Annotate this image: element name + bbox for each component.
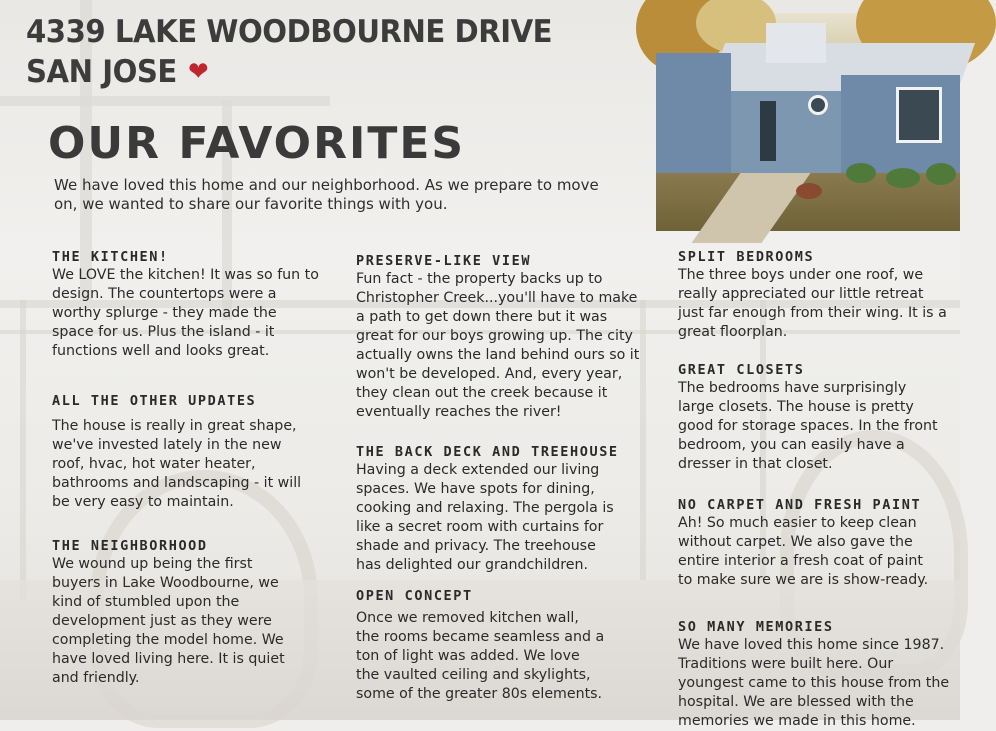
section-open-concept (356, 587, 606, 704)
section-kitchen (52, 248, 322, 361)
section-great-closets (678, 361, 940, 474)
section-heading: ALL THE OTHER UPDATES (52, 393, 257, 409)
section-body: The three boys under one roof, we really appreciated our little retreat just far enough from their wing. It is a great floorplan. (678, 267, 947, 340)
section-body: Once we removed kitchen wall, the rooms became seamless and a ton of light was added. We love the vaulted ceiling and skylights, some of the greater 80s elements. (356, 610, 605, 702)
section-body: We wound up being the first buyers in Lake Woodbourne, we kind of stumbled upon the development just as they were completing the model home. We have loved living here. It is quiet and friendly. (52, 556, 285, 686)
section-heading: THE KITCHEN! (52, 249, 169, 265)
section-heading: THE BACK DECK AND TREEHOUSE (356, 444, 619, 460)
section-heading: THE NEIGHBORHOOD (52, 538, 208, 554)
section-body: Ah! So much easier to keep clean without carpet. We also gave the entire interior a fresh coat of paint to make sure we are is show-ready. (678, 515, 929, 588)
page-title: OUR FAVORITES (48, 118, 466, 169)
address-city-row (26, 52, 552, 92)
section-preserve-view (356, 252, 646, 422)
section-body: Having a deck extended our living spaces. We have spots for dining, cooking and relaxing. The pergola is like a secret room with curtains for shade and privacy. The treehouse has delighted our grandchildren. (356, 462, 614, 573)
heart-icon: ❤ (188, 57, 209, 87)
section-body: We have loved this home since 1987. Traditions were built here. Our youngest came to this house from the hospital. We are blessed with the memories we made in this home. (678, 637, 950, 729)
section-heading: SPLIT BEDROOMS (678, 249, 815, 265)
section-heading: GREAT CLOSETS (678, 362, 805, 378)
intro-text: We have loved this home and our neighborhood. As we prepare to move on, we wanted to share our favorite things with you. (54, 176, 599, 213)
section-body: The bedrooms have surprisingly large closets. The house is pretty good for storage spaces. In the front bedroom, you can easily have a dresser in that closet. (678, 380, 938, 472)
section-heading: NO CARPET AND FRESH PAINT (678, 497, 922, 513)
section-body: The house is really in great shape, we've invested lately in the new roof, hvac, hot water heater, bathrooms and landscaping - it will be very easy to maintain. (52, 418, 302, 510)
section-body: We LOVE the kitchen! It was so fun to design. The countertops were a worthy splurge - they made the space for us. Plus the island - it functions well and looks great. (52, 267, 319, 359)
section-split-bedrooms (678, 248, 950, 342)
section-updates (52, 392, 310, 512)
section-body: Fun fact - the property backs up to Christopher Creek...you'll have to make a path to get down there but it was great for our boys growing up. The city actually owns the land behind ours so it won't be developed. And, every year, they clean out the creek because it eventually reaches the river! (356, 271, 640, 420)
section-heading: PRESERVE-LIKE VIEW (356, 253, 532, 269)
section-heading: SO MANY MEMORIES (678, 619, 834, 635)
address-city: SAN JOSE (26, 54, 177, 90)
address-header (26, 12, 586, 92)
section-no-carpet (678, 496, 940, 590)
house-photo (656, 13, 960, 231)
section-heading: OPEN CONCEPT (356, 588, 473, 604)
address-street: 4339 LAKE WOODBOURNE DRIVE (26, 14, 553, 50)
section-memories (678, 618, 952, 729)
section-neighborhood (52, 537, 302, 688)
section-back-deck (356, 443, 622, 575)
